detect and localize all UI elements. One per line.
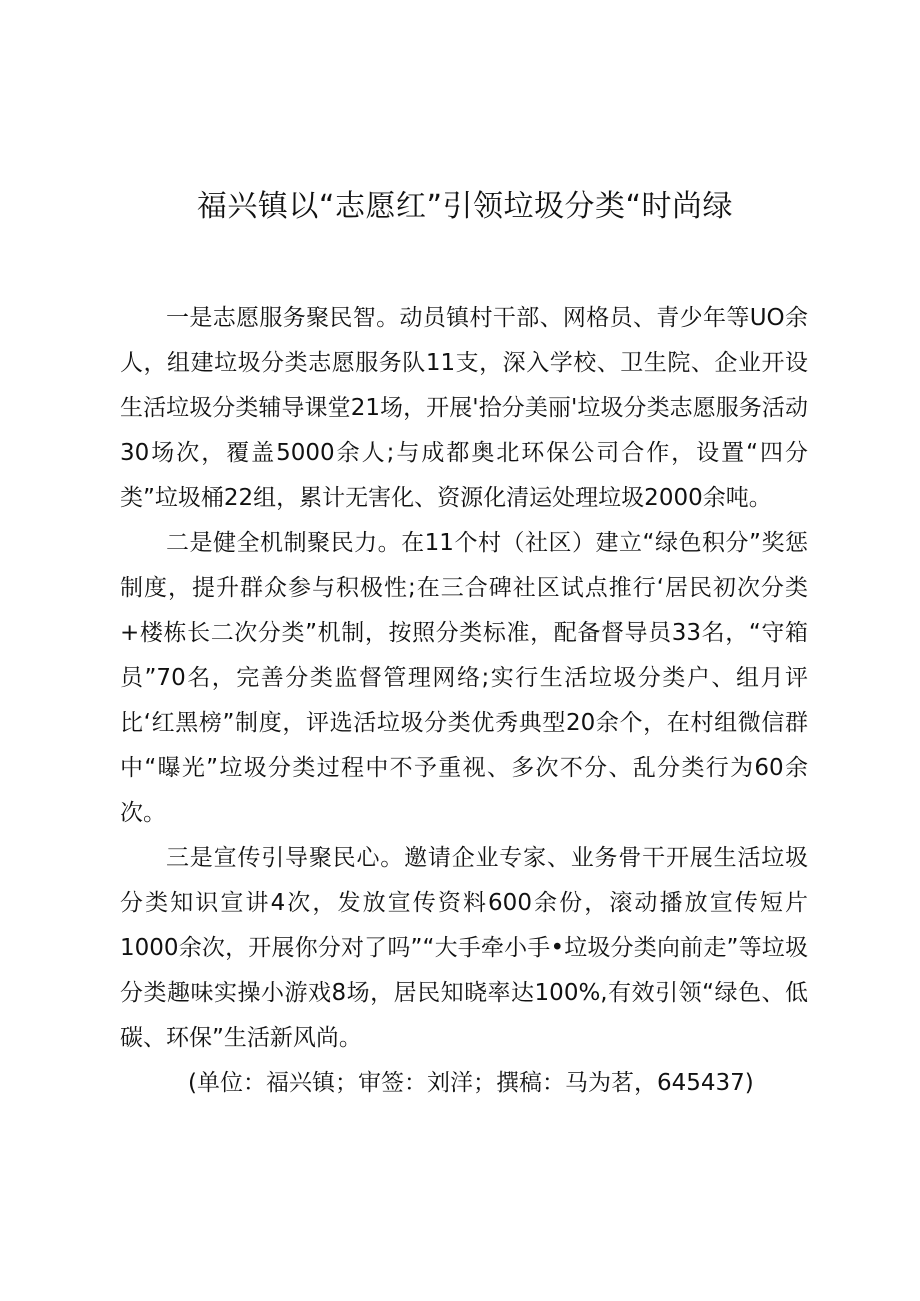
paragraph-volunteer-service: 一是志愿服务聚民智。动员镇村干部、网格员、青少年等UO余人，组建垃圾分类志愿服务队11支，深入学校、卫生院、企业开设生活垃圾分类辅导课堂21场，开展'拾分美丽'垃圾分类志愿服务活动30场次，覆盖5000余人;与成都奥北环保公司合作，设置“四分类”垃圾桶22组，累计无害化、资源化清运处理垃圾2000余吨。 (120, 305, 808, 511)
paragraph-mechanism: 二是健全机制聚民力。在11个村（社区）建立“绿色积分”奖惩制度，提升群众参与积极性;在三合碑社区试点推行‘居民初次分类+楼栋长二次分类”机制，按照分类标准，配备督导员33名，“守箱员”70名，完善分类监督管理网络;实行生活垃圾分类户、组月评比‘红黑榜”制度，评选活垃圾分类优秀典型20余个，在村组微信群中“曝光”垃圾分类过程中不予重视、多次不分、乱分类行为60余次。 (120, 530, 808, 826)
document-title: 福兴镇以“志愿红”引领垃圾分类“时尚绿 (196, 189, 734, 224)
signature-line: (单位：福兴镇；审签：刘洋；撰稿：马为茗，645437) (188, 1070, 754, 1096)
document-body (120, 296, 808, 1106)
paragraph-publicity: 三是宣传引导聚民心。邀请企业专家、业务骨干开展生活垃圾分类知识宣讲4次，发放宣传资料600余份，滚动播放宣传短片1000余次，开展你分对了吗”“大手牵小手•垃圾分类向前走”等垃圾分类趣味实操小游戏8场，居民知晓率达100%,有效引领“绿色、低碳、环保”生活新风尚。 (120, 845, 808, 1051)
